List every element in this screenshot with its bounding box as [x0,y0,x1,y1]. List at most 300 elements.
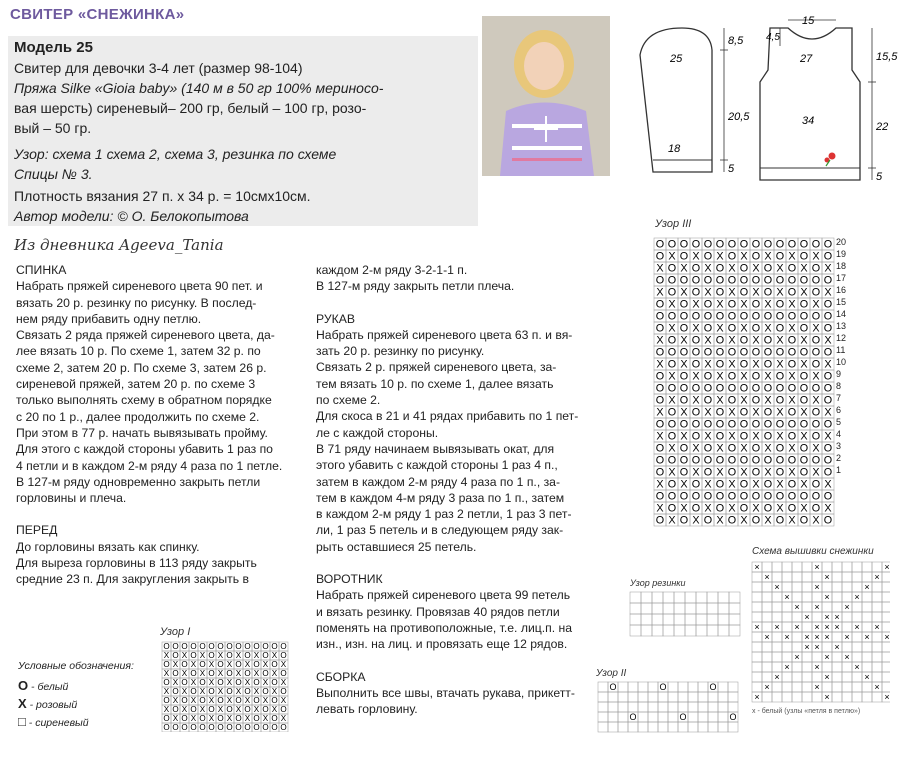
chart-symbol: × [834,642,840,652]
chart-symbol: X [199,651,206,661]
chart-symbol: × [764,632,770,642]
snowflake-chart [750,560,890,706]
chart-symbol: O [691,274,701,287]
chart-symbol: O [655,274,665,287]
chart-symbol: O [823,322,833,335]
chart-symbol: O [271,696,278,706]
chart-symbol: O [163,723,170,732]
text-line: До горловины вязать как спинку. [16,539,200,554]
chart-cell [718,614,729,625]
chart-symbol: O [763,382,773,395]
chart-cell [718,702,728,712]
chart-cell [772,652,782,662]
chart-symbol: X [181,687,188,697]
chart-cell [663,592,674,603]
chart-cell [832,682,842,692]
chart-symbol: O [715,274,725,287]
chart-symbol: O [655,310,665,323]
chart-cell [882,572,890,582]
chart-symbol: O [715,490,725,503]
chart-cell [852,642,862,652]
chart-cell [630,614,641,625]
chart-cell [812,652,822,662]
body-length: 22 [876,121,889,133]
chart-symbol: X [692,514,700,527]
chart-symbol: O [190,642,197,652]
chart-cell [688,682,698,692]
chart-symbol: O [629,712,637,722]
chart-symbol: X [271,669,278,679]
chart-symbol: O [751,394,761,407]
chart-symbol: O [703,298,713,311]
chart-symbol: × [824,572,830,582]
chart-symbol: O [787,262,797,275]
text-line: поменять на противоположные, т.е. лиц.п. на [316,620,572,635]
chart-symbol: × [754,622,760,632]
chart-symbol: X [199,687,206,697]
chart-symbol: O [199,678,206,688]
chart-symbol: O [715,310,725,323]
chart-cell [772,562,782,572]
text-line: лее вязать 10 р. По схеме 1, затем 32 р. по [16,344,261,359]
chart-symbol: × [814,682,820,692]
section-heading: ВОРОТНИК [316,572,383,587]
text-line: рыть оставшиеся 25 петель. [316,539,477,554]
chart-symbol: O [667,478,677,491]
chart-symbol: X [668,250,676,263]
chart-cell [872,602,882,612]
chart-cell [638,682,648,692]
chart-symbol: X [764,394,772,407]
chart-cell [762,582,772,592]
snowflake-label: Схема вышивки снежинки [752,546,874,557]
chart-symbol: × [884,692,890,702]
chart-cell [674,614,685,625]
row-number: 8 [836,381,842,391]
chart-symbol: O [739,382,749,395]
chart-cell [729,625,740,636]
chart-symbol: O [763,478,773,491]
neck-width: 15 [802,15,815,27]
text-line: Для этого с каждой стороны убавить 1 раз по [16,442,273,457]
chart-symbol: O [244,642,251,652]
chart-symbol: O [775,514,785,527]
chart-symbol: O [811,406,821,419]
chart-cell [630,592,641,603]
chart-cell [782,582,792,592]
row-number: 7 [836,393,842,403]
chart-symbol: O [655,394,665,407]
chart-symbol: O [739,490,749,503]
chart-symbol: O [763,346,773,359]
chart-symbol: O [715,454,725,467]
chart-symbol: X [163,687,170,697]
text-line: В 127-м ряду закрыть петли плеча. [316,279,515,294]
chart-symbol: O [799,454,809,467]
chart-cell [872,562,882,572]
text-line: нем ряду прибавить одну петлю. [16,311,202,326]
chart-symbol: O [679,394,689,407]
chart-symbol: O [226,723,233,732]
chart-cell [652,603,663,614]
chart-symbol: O [751,490,761,503]
row-number: 14 [836,309,847,319]
chart-symbol: X [740,442,748,455]
chart-symbol: X [716,466,724,479]
chart-cell [792,582,802,592]
chart-symbol: O [667,430,677,443]
chart-cell [802,572,812,582]
neck-depth: 4,5 [766,32,780,43]
chart-symbol: O [763,406,773,419]
chart-symbol: O [763,286,773,299]
chart-symbol: × [854,662,860,672]
chart-cell [782,612,792,622]
shoulder-width: 27 [800,53,813,65]
chart-cell [812,672,822,682]
chart-symbol: X [812,442,820,455]
chart-symbol: O [208,723,215,732]
chart-symbol: X [280,714,287,724]
chart-symbol: X [704,262,712,275]
chart-symbol: O [739,238,749,251]
chart-symbol: O [679,238,689,251]
chart-symbol: X [824,286,832,299]
sleeve-cap-height: 8,5 [728,35,744,47]
chart-symbol: O [262,723,269,732]
chart-symbol: O [679,442,689,455]
chart-cell [674,625,685,636]
chart-symbol: X [764,298,772,311]
chart-symbol: O [667,310,677,323]
chart-symbol: O [775,298,785,311]
row-number: 4 [836,429,842,439]
chart-symbol: × [854,592,860,602]
chart-symbol: X [788,442,796,455]
chart-cell [822,562,832,572]
chart-symbol: O [823,274,833,287]
chart-cell [822,682,832,692]
chart-symbol: X [728,430,736,443]
chart-symbol: X [656,286,664,299]
chart-symbol: O [775,346,785,359]
chart-cell [852,612,862,622]
chart-cell [772,692,782,702]
chart-cell [688,702,698,712]
chart-symbol: O [172,642,179,652]
chart-symbol: × [824,652,830,662]
chart-cell [618,722,628,732]
chart-cell [852,692,862,702]
chart-cell [802,692,812,702]
chart-symbol: O [679,298,689,311]
chart-symbol: × [834,612,840,622]
chart-symbol: X [181,669,188,679]
chart-cell [752,582,762,592]
chart-symbol: X [764,514,772,527]
chart-symbol: X [656,406,664,419]
chart-symbol: O [751,250,761,263]
chart-symbol: × [794,652,800,662]
chart-symbol: O [691,418,701,431]
chart-symbol: O [655,382,665,395]
chart-cell [641,592,652,603]
chart-symbol: O [691,478,701,491]
chart-cell [812,612,822,622]
chart-cell [862,592,872,602]
chart-cell [638,712,648,722]
chart-symbol: O [739,274,749,287]
chart-symbol: O [217,714,224,724]
sleeve-bottom-width: 18 [668,143,681,155]
chart-symbol: O [181,642,188,652]
chart-symbol: O [739,418,749,431]
chart-symbol: O [253,696,260,706]
chart-symbol: X [217,705,224,715]
chart-symbol: O [799,346,809,359]
text-line: Связать 2 р. пряжей сиреневого цвета, за- [316,360,557,375]
chart-cell [872,662,882,672]
chart-symbol: × [844,652,850,662]
chart-symbol: O [787,454,797,467]
chart-symbol: X [235,651,242,661]
chart-cell [882,602,890,612]
chart-symbol: O [655,346,665,359]
row-number: 15 [836,297,847,307]
chart-symbol: X [271,651,278,661]
chart-cell [862,622,872,632]
chart-symbol: O [280,651,287,661]
chart-symbol: O [199,696,206,706]
chart-symbol: O [667,238,677,251]
chart-cell [762,562,772,572]
blank-line [316,555,578,571]
chart-symbol: O [703,238,713,251]
chart-symbol: X [190,696,197,706]
chart-cell [641,603,652,614]
chart-symbol: × [784,662,790,672]
chart-symbol: O [244,723,251,732]
chart-cell [802,682,812,692]
chart-symbol: X [824,478,832,491]
chart-symbol: O [691,262,701,275]
chart-symbol: O [727,238,737,251]
chart-cell [822,602,832,612]
chart-symbol: X [812,514,820,527]
chart-symbol: O [655,322,665,335]
chart-symbol: × [794,602,800,612]
chart-symbol: O [775,442,785,455]
chart-symbol: O [775,382,785,395]
chart-symbol: O [727,514,737,527]
chart-symbol: O [217,696,224,706]
chart-symbol: O [751,382,761,395]
text-line: Набрать пряжей сиреневого цвета 63 п. и вя- [316,327,573,342]
chart-symbol: X [244,660,251,670]
chart-symbol: X [812,298,820,311]
chart-symbol: O [655,370,665,383]
chart-cell [862,662,872,672]
chart-symbol: O [235,642,242,652]
chart-cell [638,722,648,732]
row-number: 19 [836,249,847,259]
chart-cell [678,722,688,732]
chart-symbol: X [776,502,784,515]
section-heading: РУКАВ [316,311,355,326]
chart-symbol: X [656,262,664,275]
chart-symbol: O [799,298,809,311]
chart-cell [772,632,782,642]
chart-symbol: O [799,370,809,383]
chart-symbol: O [244,651,251,661]
chart-symbol: O [208,687,215,697]
chart-cell [872,692,882,702]
chart-symbol: X [776,478,784,491]
chart-cell [630,603,641,614]
chart-cell [698,722,708,732]
chart-cell [822,582,832,592]
chart-symbol: O [763,430,773,443]
chart-symbol: O [823,490,833,503]
chart-cell [792,672,802,682]
row-number: 6 [836,405,842,415]
chart-symbol: O [208,642,215,652]
chart-symbol: O [667,454,677,467]
chart-symbol: O [679,346,689,359]
chart-symbol: O [751,298,761,311]
chart-cell [752,612,762,622]
chart-cell [696,614,707,625]
chart-cell [802,652,812,662]
chart-cell [752,672,762,682]
chart-symbol: O [715,418,725,431]
chart-symbol: X [800,262,808,275]
chart-symbol: X [776,334,784,347]
chart-symbol: O [715,238,725,251]
chart-symbol: O [823,310,833,323]
chart-symbol: X [226,714,233,724]
chart-symbol: × [814,662,820,672]
chart-cell [852,652,862,662]
text-line: Связать 2 ряда пряжей сиреневого цвета, да- [16,328,275,343]
chart-symbol: O [609,682,617,692]
chart-symbol: X [824,334,832,347]
chart-symbol: X [740,322,748,335]
chart-symbol: O [703,310,713,323]
chart-symbol: X [740,250,748,263]
chart-symbol: O [172,705,179,715]
chart-symbol: X [704,502,712,515]
chart-symbol: X [716,514,724,527]
chart-symbol: O [679,712,687,722]
chart-cell [842,662,852,672]
chart-symbol: O [667,274,677,287]
chart-cell [708,712,718,722]
chart-symbol: O [703,454,713,467]
chart-cell [802,622,812,632]
chart-symbol: O [799,418,809,431]
chart-symbol: × [884,632,890,642]
section-heading: ПЕРЕД [16,523,58,538]
chart-cell [882,582,890,592]
chart-symbol: × [804,612,810,622]
text-line: сиреневой пряжей, затем 20 р. по схеме 3 [16,377,256,392]
chart-cell [658,722,668,732]
chart-symbol: O [823,250,833,263]
chart-symbol: X [680,478,688,491]
chart-symbol: × [784,632,790,642]
chart-cell [628,692,638,702]
chart-cell [668,722,678,732]
chart-symbol: O [727,370,737,383]
chart-symbol: O [679,250,689,263]
chart-symbol: O [823,370,833,383]
chart-symbol: O [208,669,215,679]
chart-symbol: O [280,669,287,679]
chart-symbol: O [253,678,260,688]
chart-symbol: O [703,514,713,527]
chart-symbol: O [823,442,833,455]
chart-symbol: O [679,322,689,335]
chart-symbol: X [172,678,179,688]
chart-cell [685,614,696,625]
chart-symbol: O [667,334,677,347]
chart-cell [842,562,852,572]
chart-symbol: O [691,382,701,395]
chart-symbol: X [668,466,676,479]
chart-symbol: O [280,705,287,715]
chart-symbol: O [811,430,821,443]
uzor2-chart [596,680,741,742]
chart-symbol: X [235,687,242,697]
chart-symbol: O [235,723,242,732]
chart-cell [762,662,772,672]
chart-symbol: O [775,466,785,479]
chart-symbol: O [691,430,701,443]
chart-cell [882,662,890,672]
chart-cell [802,602,812,612]
chart-cell [638,692,648,702]
chart-cell [832,602,842,612]
chart-symbol: O [811,490,821,503]
chart-symbol: X [764,250,772,263]
chart-cell [618,682,628,692]
chart-symbol: O [226,642,233,652]
chart-cell [762,592,772,602]
chart-symbol: O [703,466,713,479]
chart-symbol: O [199,642,206,652]
chart-symbol: O [679,418,689,431]
chart-cell [663,614,674,625]
header-line: Спицы № 3. [14,166,93,182]
chart-cell [658,702,668,712]
text-line: только выполнять схему в обратном порядке [16,393,272,408]
chart-cell [782,692,792,702]
chart-cell [852,572,862,582]
chart-symbol: O [667,490,677,503]
chart-symbol: O [787,478,797,491]
chart-symbol: X [172,714,179,724]
chart-symbol: O [709,682,717,692]
chart-symbol: × [764,572,770,582]
body-rib: 5 [876,171,883,183]
chart-symbol: X [824,430,832,443]
blank-line [16,506,282,522]
chart-symbol: O [217,723,224,732]
chart-symbol: X [740,298,748,311]
chart-cell [668,712,678,722]
chart-symbol: X [262,714,269,724]
